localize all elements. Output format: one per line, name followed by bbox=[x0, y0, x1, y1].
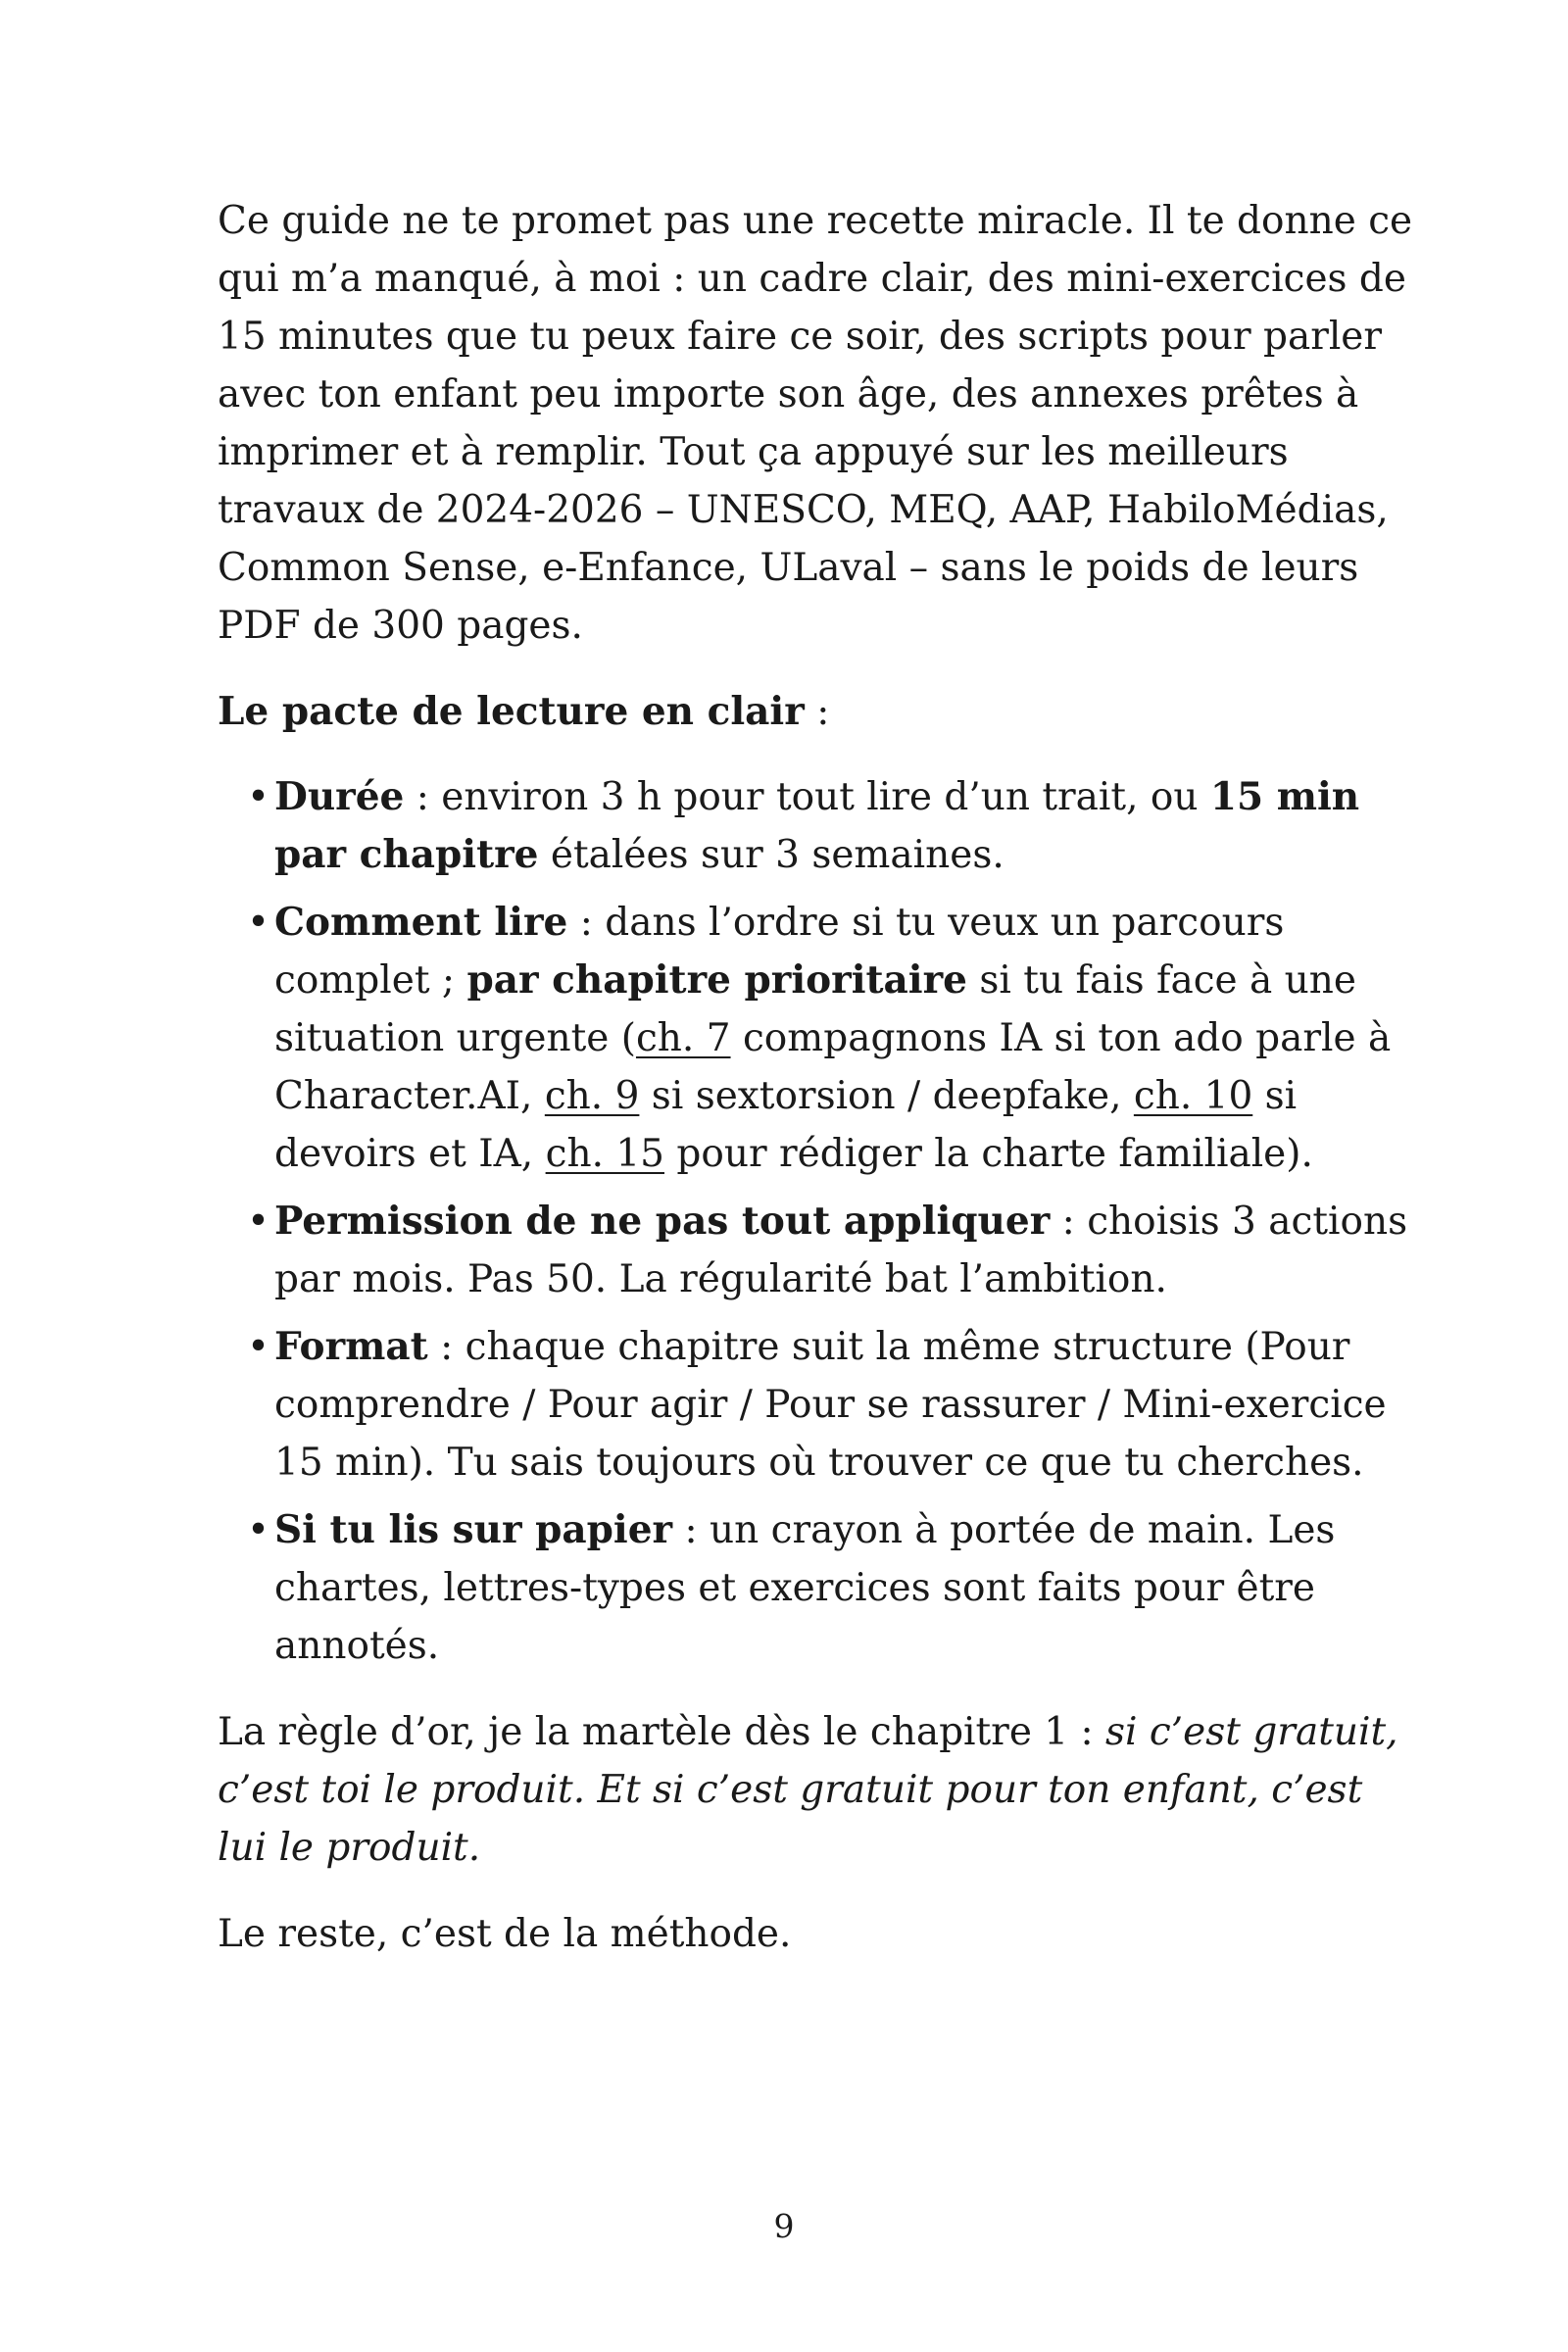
item-text: étalées sur 3 semaines. bbox=[538, 833, 1004, 877]
item-emphasis: par chapitre prioritaire bbox=[466, 957, 967, 1003]
item-emphasis: 15 min par chapitre bbox=[274, 774, 1360, 877]
list-item-comment-lire bbox=[247, 894, 1413, 1183]
bullet-icon: • bbox=[247, 901, 270, 945]
item-text: : un crayon à portée de main. Les chartes, lettres-types et exercices sont faits pour être annotés. bbox=[274, 1508, 1336, 1668]
item-label: Permission de ne pas tout appliquer bbox=[274, 1199, 1051, 1244]
bullet-icon: • bbox=[247, 1508, 270, 1552]
page-number: 9 bbox=[773, 2207, 795, 2245]
bullet-icon: • bbox=[247, 775, 270, 819]
list-item-format bbox=[247, 1318, 1413, 1492]
item-text: compagnons IA si ton ado parle à Character.AI, bbox=[274, 1016, 1392, 1118]
chapter-link-9[interactable]: ch. 9 bbox=[544, 1074, 640, 1118]
list-item-papier bbox=[247, 1501, 1413, 1675]
pacte-list bbox=[218, 768, 1413, 1675]
list-item-duree bbox=[247, 768, 1413, 884]
chapter-link-15[interactable]: ch. 15 bbox=[545, 1132, 664, 1176]
pacte-heading-label: Le pacte de lecture en clair bbox=[218, 689, 805, 734]
list-item-permission bbox=[247, 1193, 1413, 1308]
bullet-icon: • bbox=[247, 1325, 270, 1369]
item-label: Durée bbox=[274, 774, 405, 819]
item-label: Format bbox=[274, 1324, 428, 1369]
item-text: : environ 3 h pour tout lire d’un trait, ou bbox=[404, 775, 1210, 819]
item-text: si sextorsion / deepfake, bbox=[639, 1074, 1134, 1118]
closing-paragraph: Le reste, c’est de la méthode. bbox=[218, 1912, 792, 1956]
item-label: Si tu lis sur papier bbox=[274, 1507, 673, 1552]
item-text: pour rédiger la charte familiale). bbox=[664, 1132, 1313, 1176]
chapter-link-7[interactable]: ch. 7 bbox=[635, 1016, 731, 1060]
intro-paragraph: Ce guide ne te promet pas une recette miracle. Il te donne ce qui m’a manqué, à moi : un cadre clair, des mini-exercices de 15 minutes que tu peux faire ce soir, des scripts pour parler avec ton enfant peu importe son âge, des annexes prêtes à imprimer et à remplir. Tout ça appuyé sur les meilleurs travaux de 2024-2026 – UNESCO, MEQ, AAP, HabiloMédias, Common Sense, e-Enfance, ULaval – sans le poids de leurs PDF de 300 pages. bbox=[218, 199, 1413, 648]
bullet-icon: • bbox=[247, 1200, 270, 1244]
item-text: : chaque chapitre suit la même structure (Pour comprendre / Pour agir / Pour se rassurer / Mini-exercice 15 min). Tu sais toujours où trouver ce que tu cherches. bbox=[274, 1325, 1387, 1485]
item-text: : dans l’ordre si tu veux un parcours complet ; bbox=[274, 901, 1285, 1003]
item-text: : choisis 3 actions par mois. Pas 50. La régularité bat l’ambition. bbox=[274, 1200, 1408, 1301]
item-text: si tu fais face à une situation urgente ( bbox=[274, 958, 1356, 1060]
page-body bbox=[218, 192, 1413, 1991]
pacte-heading-suffix: : bbox=[804, 690, 830, 734]
item-label: Comment lire bbox=[274, 900, 568, 945]
pacte-heading bbox=[218, 683, 1413, 741]
item-text: si devoirs et IA, bbox=[274, 1074, 1298, 1176]
golden-rule-emphasis: si c’est gratuit, c’est toi le produit. Et si c’est gratuit pour ton enfant, c’est lui le produit. bbox=[218, 1710, 1398, 1870]
golden-rule-lead: La règle d’or, je la martèle dès le chapitre 1 : bbox=[218, 1710, 1106, 1754]
golden-rule-paragraph bbox=[218, 1703, 1413, 1877]
chapter-link-10[interactable]: ch. 10 bbox=[1133, 1074, 1253, 1118]
